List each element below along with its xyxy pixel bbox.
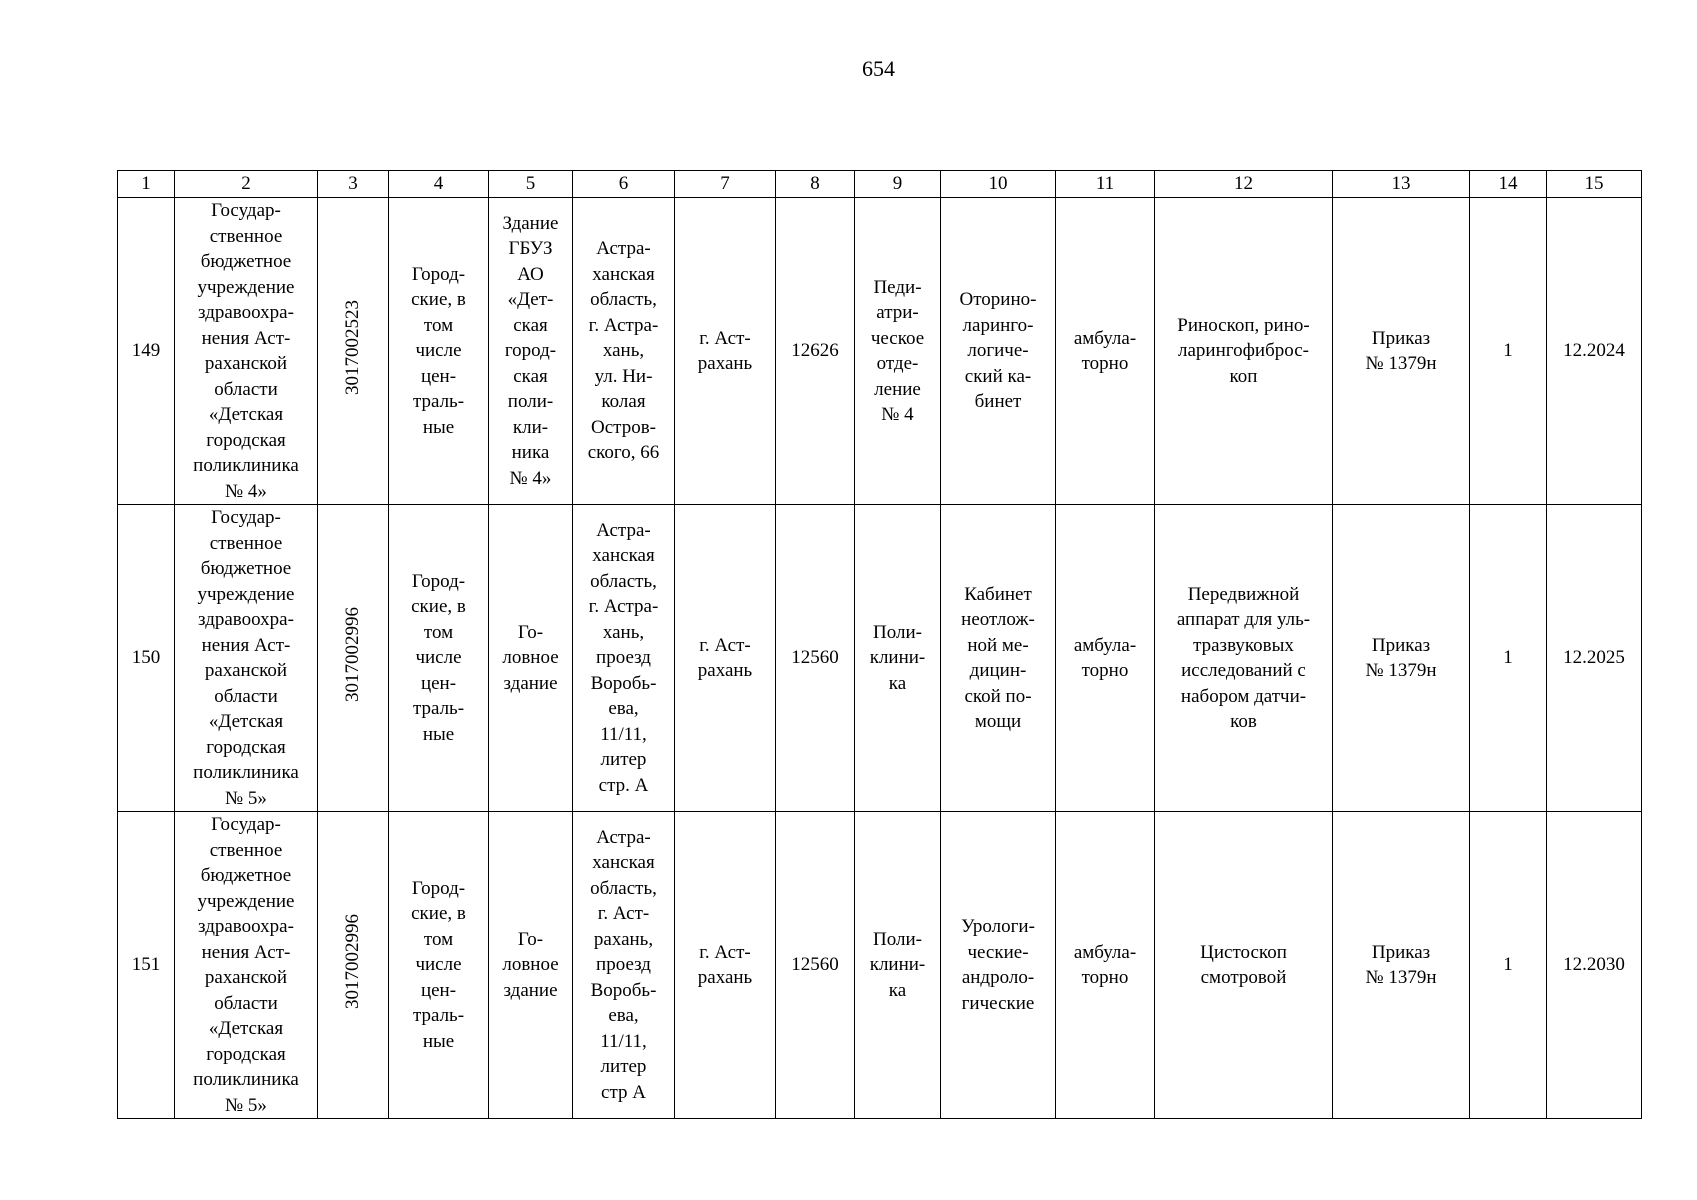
column-number: 3 [318,171,389,198]
care-type-cell: амбула- торно [1056,812,1155,1119]
order-cell: Приказ № 1379н [1333,198,1470,505]
column-number: 6 [573,171,675,198]
page-number: 654 [862,56,895,81]
column-number: 10 [941,171,1056,198]
column-number-row [118,171,1642,198]
institution-cell: Государ- ственное бюджетное учреждение здравоохра- нения Аст- раханской области «Детская городская поликлиника № 5» [175,812,318,1119]
quantity-cell: 1 [1470,505,1547,812]
row-number-cell: 149 [118,198,175,505]
order-cell: Приказ № 1379н [1333,505,1470,812]
column-number: 5 [489,171,573,198]
settlement-type-cell: Город- ские, в том числе цен- траль- ные [389,812,489,1119]
column-number: 1 [118,171,175,198]
order-cell: Приказ № 1379н [1333,812,1470,1119]
equipment-cell: Риноскоп, рино- ларингофиброс- коп [1155,198,1333,505]
address-cell: Астра- ханская область, г. Астра- хань, ул. Ни- колая Остров- ского, 66 [573,198,675,505]
department-cell: Поли- клини- ка [855,505,941,812]
room-cell: Кабинет неотлож- ной ме- дицин- ской по- мощи [941,505,1056,812]
row-number-cell: 151 [118,812,175,1119]
institution-cell: Государ- ственное бюджетное учреждение здравоохра- нения Аст- раханской области «Детская городская поликлиника № 5» [175,505,318,812]
equipment-cell: Цистоскоп смотровой [1155,812,1333,1119]
column-number: 15 [1547,171,1642,198]
address-cell: Астра- ханская область, г. Аст- рахань, проезд Воробь- ева, 11/11, литер стр А [573,812,675,1119]
code-cell: 12626 [776,198,855,505]
care-type-cell: амбула- торно [1056,198,1155,505]
department-cell: Педи- атри- ческое отде- ление № 4 [855,198,941,505]
inn-text: 3017002523 [342,299,364,395]
column-number: 11 [1056,171,1155,198]
quantity-cell: 1 [1470,198,1547,505]
column-number: 8 [776,171,855,198]
table-row [118,198,1642,505]
settlement-type-cell: Город- ские, в том числе цен- траль- ные [389,505,489,812]
inn-cell [318,812,389,1119]
column-number: 9 [855,171,941,198]
table-row [118,505,1642,812]
row-number-cell: 150 [118,505,175,812]
inn-text: 3017002996 [342,913,364,1009]
inn-cell [318,505,389,812]
column-number: 7 [675,171,776,198]
equipment-cell: Передвижной аппарат для уль- тразвуковых исследований с набором датчи- ков [1155,505,1333,812]
equipment-table [117,170,1642,1119]
column-number: 14 [1470,171,1547,198]
date-cell: 12.2024 [1547,198,1642,505]
settlement-type-cell: Город- ские, в том числе цен- траль- ные [389,198,489,505]
date-cell: 12.2030 [1547,812,1642,1119]
column-number: 12 [1155,171,1333,198]
room-cell: Оторино- ларинго- логиче- ский ка- бинет [941,198,1056,505]
code-cell: 12560 [776,812,855,1119]
inn-text: 3017002996 [342,606,364,702]
quantity-cell: 1 [1470,812,1547,1119]
inn-cell [318,198,389,505]
table-row [118,812,1642,1119]
column-number: 4 [389,171,489,198]
city-cell: г. Аст- рахань [675,812,776,1119]
city-cell: г. Аст- рахань [675,505,776,812]
care-type-cell: амбула- торно [1056,505,1155,812]
building-cell: Го- ловное здание [489,505,573,812]
city-cell: г. Аст- рахань [675,198,776,505]
date-cell: 12.2025 [1547,505,1642,812]
building-cell: Го- ловное здание [489,812,573,1119]
building-cell: Здание ГБУЗ АО «Дет- ская город- ская поли- кли- ника № 4» [489,198,573,505]
column-number: 13 [1333,171,1470,198]
department-cell: Поли- клини- ка [855,812,941,1119]
column-number: 2 [175,171,318,198]
institution-cell: Государ- ственное бюджетное учреждение здравоохра- нения Аст- раханской области «Детская городская поликлиника № 4» [175,198,318,505]
address-cell: Астра- ханская область, г. Астра- хань, проезд Воробь- ева, 11/11, литер стр. А [573,505,675,812]
code-cell: 12560 [776,505,855,812]
room-cell: Урологи- ческие- андроло- гические [941,812,1056,1119]
